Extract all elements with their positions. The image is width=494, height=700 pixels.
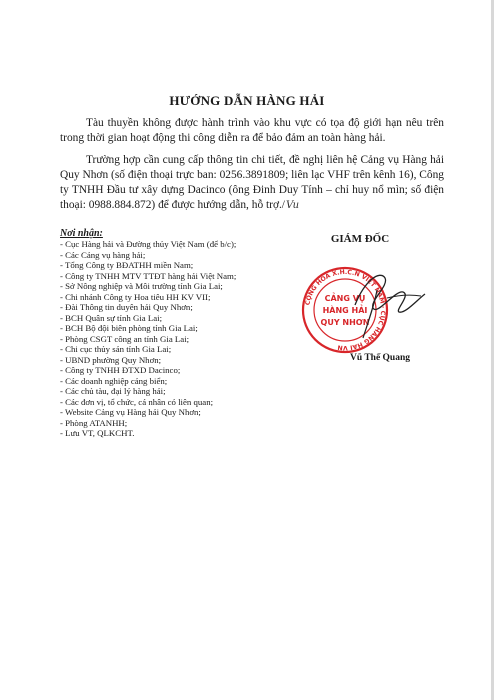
recipients-block [60,228,300,439]
recipient-item: - Đài Thông tin duyên hải Quy Nhơn; [60,302,193,312]
seal-line-3: QUY NHƠN [320,318,370,327]
recipient-item: - Công ty TNHH ĐTXD Dacinco; [60,365,181,375]
recipient-item: - Lưu VT, QLKCHT. [60,428,135,438]
handwritten-initials: Vu [285,200,300,211]
recipient-item: - Các doanh nghiệp cảng biển; [60,375,168,386]
document-heading: HƯỚNG DẪN HÀNG HẢI [169,93,325,108]
recipient-item: - Chi nhánh Công ty Hoa tiêu HH KV VII; [60,291,211,302]
recipient-item: - Các chủ tàu, đại lý hàng hải; [60,386,166,396]
recipient-item: - Phòng CSGT công an tỉnh Gia Lai; [60,333,190,344]
seal-line-2: HÀNG HẢI [322,306,368,315]
paragraph-restriction: Tàu thuyền không được hành trình vào khu vực có tọa độ giới hạn nêu trên trong thời gian hoạt động thi công diễn ra để bảo đảm an toàn hàng hải. [60,117,444,144]
recipient-item: - Các Cảng vụ hàng hải; [60,249,146,260]
paragraph-contact-text: Trường hợp cần cung cấp thông tin chi tiết, đề nghị liên hệ Cảng vụ Hàng hải Quy Nhơn (số điện thoại trực ban: 0256.3891809; liên lạc VHF trên kênh 16), Công ty TNHH Đầu tư xây dựng Dacinco (ông Đinh Duy Tính – chỉ huy nổ mìn; số điện thoại: 0988.884.872) để được hướng dẫn, hỗ trợ./ [60,154,444,211]
recipients-title: Nơi nhận: [60,228,103,239]
recipient-item: - Phòng ATANHH; [60,417,128,428]
recipient-item: - Các đơn vị, tổ chức, cá nhân có liên quan; [60,396,214,407]
recipient-item: - Chi cục thủy sản tỉnh Gia Lai; [60,344,172,354]
seal-outer-text: CỘNG HÒA X.H.C.N VIỆT NAM · CỤC HÀNG HẢI VN [304,268,387,352]
recipient-item: - Website Cảng vụ Hàng hải Quy Nhơn; [60,407,201,417]
recipient-item: - UBND phường Quy Nhơn; [60,354,162,365]
recipient-item: - BCH Quân sự tỉnh Gia Lai; [60,312,163,323]
signer-title: GIÁM ĐỐC [330,233,390,245]
paragraph-contact [60,153,444,213]
signature-block [300,225,440,385]
signer-name: Vũ Thế Quang [349,353,410,363]
recipient-item: - Cục Hàng hải và Đường thủy Việt Nam (để b/c); [60,239,237,249]
recipient-item: - Sở Nông nghiệp và Môi trường tỉnh Gia Lai; [60,281,223,291]
handwritten-signature [322,250,435,350]
seal-line-1: CẢNG VỤ [324,294,366,303]
recipient-item: - BCH Bộ đội biên phòng tỉnh Gia Lai; [60,323,198,333]
recipient-item: - Tổng Công ty BĐATHH miền Nam; [60,260,194,270]
recipients-list [60,239,300,439]
recipient-item: - Công ty TNHH MTV TTĐT hàng hải Việt Nam; [60,270,237,281]
